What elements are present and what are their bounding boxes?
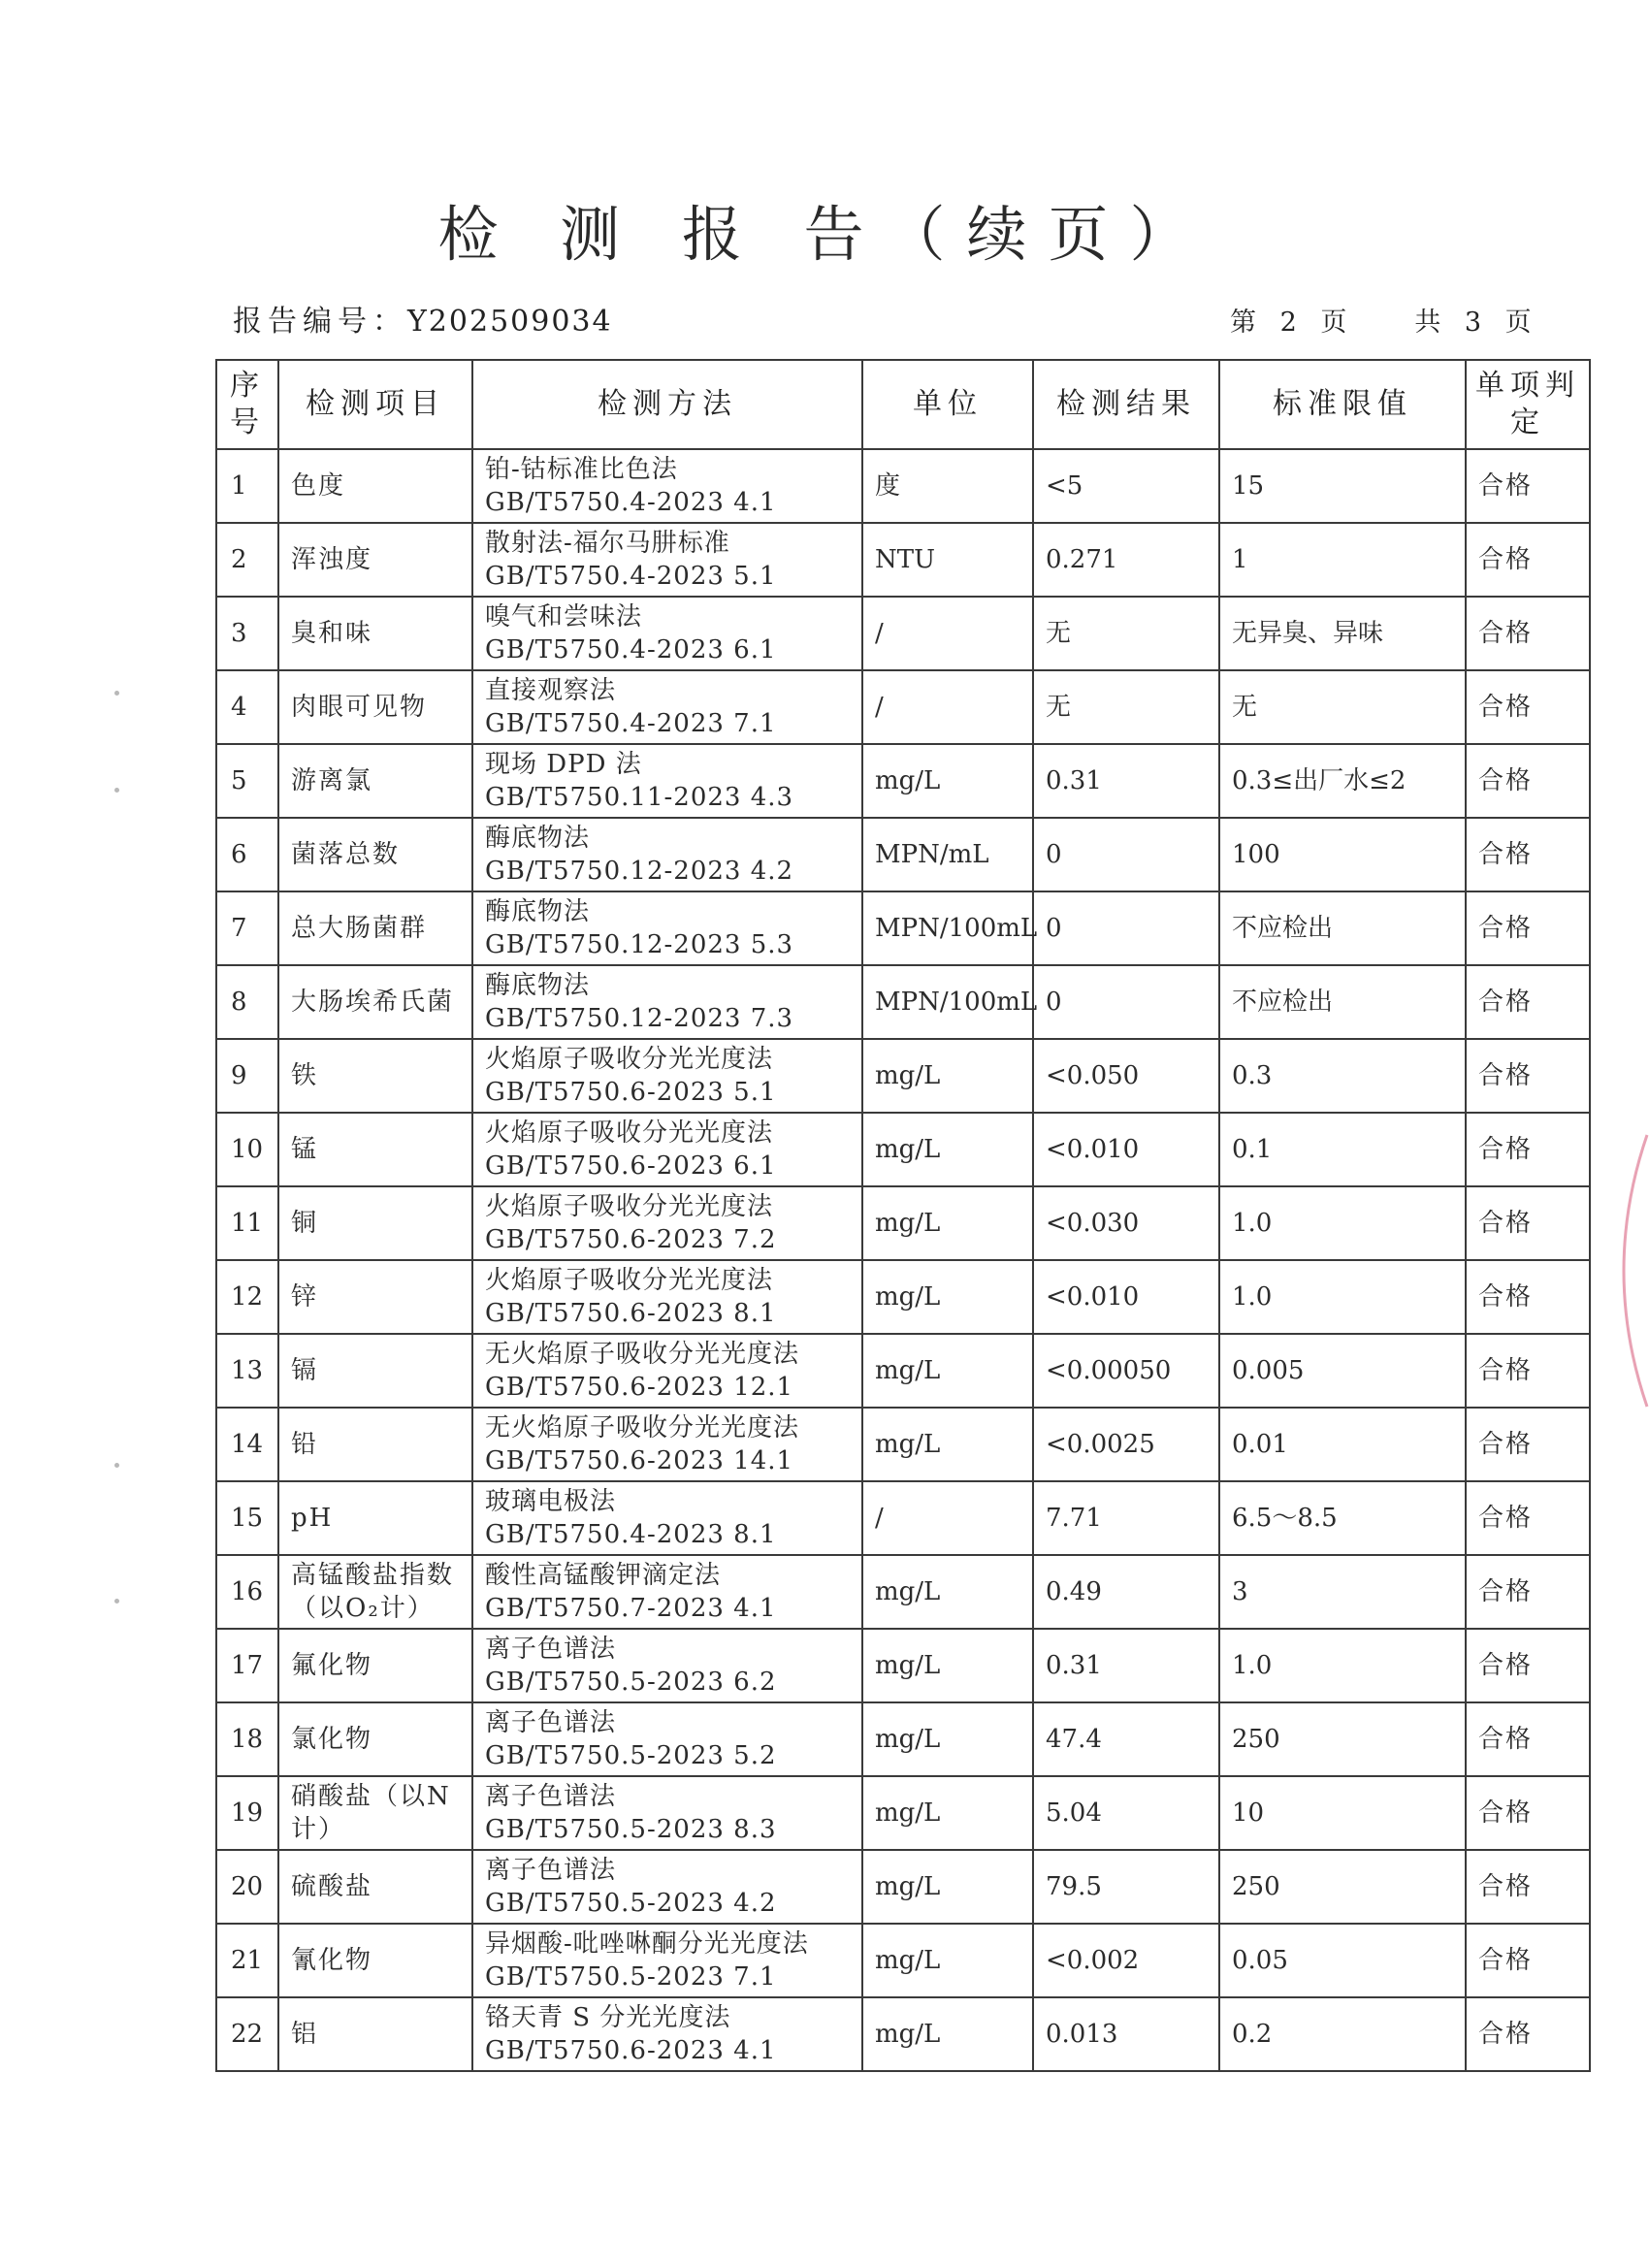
method-standard: GB/T5750.12-2023 5.3 — [485, 930, 794, 959]
cell-item: 硝酸盐（以N计） — [278, 1776, 472, 1850]
cell-limit: 1.0 — [1219, 1260, 1466, 1334]
cell-judge: 合格 — [1466, 965, 1590, 1039]
cell-item: 氰化物 — [278, 1924, 472, 1997]
cell-judge: 合格 — [1466, 1997, 1590, 2071]
cell-limit: 0.1 — [1219, 1113, 1466, 1186]
method-name: 现场 DPD 法 — [485, 750, 642, 779]
method-name: 火焰原子吸收分光光度法 — [485, 1118, 774, 1148]
cell-judge: 合格 — [1466, 1408, 1590, 1481]
cell-item: 镉 — [278, 1334, 472, 1408]
cell-result: <0.010 — [1033, 1113, 1219, 1186]
cell-item: 氯化物 — [278, 1702, 472, 1776]
cell-limit: 6.5～8.5 — [1219, 1481, 1466, 1555]
cell-item: 浑浊度 — [278, 523, 472, 597]
cell-method — [472, 1481, 862, 1555]
cell-unit: / — [862, 670, 1033, 744]
method-name: 离子色谱法 — [485, 1708, 617, 1737]
method-name: 火焰原子吸收分光光度法 — [485, 1266, 774, 1295]
method-standard: GB/T5750.6-2023 12.1 — [485, 1373, 794, 1402]
cell-result: 0 — [1033, 891, 1219, 965]
cell-limit: 100 — [1219, 818, 1466, 891]
table-row — [216, 1850, 1590, 1924]
cell-judge: 合格 — [1466, 597, 1590, 670]
method-standard: GB/T5750.4-2023 7.1 — [485, 709, 777, 738]
cell-unit: mg/L — [862, 1039, 1033, 1113]
method-standard: GB/T5750.5-2023 7.1 — [485, 1962, 777, 1992]
cell-method — [472, 891, 862, 965]
scan-speck — [114, 1463, 119, 1468]
cell-no: 2 — [216, 523, 278, 597]
table-row — [216, 818, 1590, 891]
cell-result: 0.31 — [1033, 1629, 1219, 1702]
cell-judge: 合格 — [1466, 1555, 1590, 1629]
cell-method — [472, 818, 862, 891]
cell-result: 0.49 — [1033, 1555, 1219, 1629]
table-row — [216, 523, 1590, 597]
col-header-method: 检测方法 — [472, 360, 862, 449]
cell-item: 铁 — [278, 1039, 472, 1113]
report-title: 检 测 报 告（续页） — [437, 199, 1212, 270]
cell-judge: 合格 — [1466, 1629, 1590, 1702]
table-row — [216, 1186, 1590, 1260]
cell-method — [472, 1555, 862, 1629]
method-name: 无火焰原子吸收分光光度法 — [485, 1413, 800, 1442]
cell-judge: 合格 — [1466, 1260, 1590, 1334]
cell-judge: 合格 — [1466, 449, 1590, 523]
table-row — [216, 1776, 1590, 1850]
table-row — [216, 1629, 1590, 1702]
cell-unit: mg/L — [862, 1555, 1033, 1629]
cell-method — [472, 1113, 862, 1186]
cell-item: 锌 — [278, 1260, 472, 1334]
method-name: 酶底物法 — [485, 897, 591, 926]
cell-method — [472, 1408, 862, 1481]
method-name: 嗅气和尝味法 — [485, 602, 643, 632]
cell-judge: 合格 — [1466, 1850, 1590, 1924]
table-row — [216, 1260, 1590, 1334]
table-row — [216, 670, 1590, 744]
table-row — [216, 1997, 1590, 2071]
method-standard: GB/T5750.5-2023 5.2 — [485, 1741, 777, 1770]
cell-result: <0.010 — [1033, 1260, 1219, 1334]
cell-method — [472, 1850, 862, 1924]
cell-item: pH — [278, 1481, 472, 1555]
cell-no: 19 — [216, 1776, 278, 1850]
cell-judge: 合格 — [1466, 891, 1590, 965]
scan-speck — [114, 691, 119, 696]
cell-judge: 合格 — [1466, 1702, 1590, 1776]
cell-result: <0.050 — [1033, 1039, 1219, 1113]
cell-judge: 合格 — [1466, 744, 1590, 818]
cell-unit: MPN/100mL — [862, 891, 1033, 965]
table-row — [216, 1481, 1590, 1555]
method-standard: GB/T5750.5-2023 6.2 — [485, 1668, 777, 1697]
method-name: 异烟酸-吡唑啉酮分光光度法 — [485, 1929, 809, 1959]
table-row — [216, 1555, 1590, 1629]
cell-result: <0.002 — [1033, 1924, 1219, 1997]
report-number-label: 报告编号： — [233, 305, 407, 339]
cell-no: 20 — [216, 1850, 278, 1924]
table-row — [216, 1408, 1590, 1481]
cell-method — [472, 1334, 862, 1408]
table-row — [216, 597, 1590, 670]
cell-limit: 250 — [1219, 1702, 1466, 1776]
cell-limit: 0.3 — [1219, 1039, 1466, 1113]
table-row — [216, 1113, 1590, 1186]
cell-judge: 合格 — [1466, 523, 1590, 597]
cell-unit: / — [862, 1481, 1033, 1555]
cell-limit: 不应检出 — [1219, 965, 1466, 1039]
method-name: 散射法-福尔马肼标准 — [485, 529, 730, 558]
cell-result: 0.013 — [1033, 1997, 1219, 2071]
method-standard: GB/T5750.7-2023 4.1 — [485, 1594, 777, 1623]
method-name: 铂-钴标准比色法 — [485, 455, 678, 484]
cell-judge: 合格 — [1466, 1113, 1590, 1186]
cell-unit: mg/L — [862, 1113, 1033, 1186]
method-name: 离子色谱法 — [485, 1856, 617, 1885]
method-name: 酶底物法 — [485, 971, 591, 1000]
stamp-mark — [1591, 1125, 1649, 1416]
col-header-no: 序号 — [216, 360, 278, 449]
cell-method — [472, 1776, 862, 1850]
cell-item: 色度 — [278, 449, 472, 523]
cell-method — [472, 449, 862, 523]
cell-result: 7.71 — [1033, 1481, 1219, 1555]
method-standard: GB/T5750.6-2023 14.1 — [485, 1446, 794, 1475]
cell-limit: 3 — [1219, 1555, 1466, 1629]
cell-judge: 合格 — [1466, 1334, 1590, 1408]
cell-no: 9 — [216, 1039, 278, 1113]
cell-judge: 合格 — [1466, 1776, 1590, 1850]
cell-unit: mg/L — [862, 1260, 1033, 1334]
method-name: 酸性高锰酸钾滴定法 — [485, 1561, 722, 1590]
method-standard: GB/T5750.6-2023 7.2 — [485, 1225, 777, 1254]
cell-result: 47.4 — [1033, 1702, 1219, 1776]
method-standard: GB/T5750.6-2023 8.1 — [485, 1299, 777, 1328]
cell-result: 0.31 — [1033, 744, 1219, 818]
table-row — [216, 1924, 1590, 1997]
method-name: 铬天青 S 分光光度法 — [485, 2003, 731, 2032]
cell-limit: 10 — [1219, 1776, 1466, 1850]
page-indicator — [1230, 301, 1549, 339]
results-table — [215, 359, 1591, 2072]
cell-result: 0.271 — [1033, 523, 1219, 597]
cell-unit: / — [862, 597, 1033, 670]
cell-method — [472, 523, 862, 597]
col-header-item: 检测项目 — [278, 360, 472, 449]
cell-unit: NTU — [862, 523, 1033, 597]
cell-item: 游离氯 — [278, 744, 472, 818]
cell-no: 22 — [216, 1997, 278, 2071]
cell-method — [472, 670, 862, 744]
cell-result: 5.04 — [1033, 1776, 1219, 1850]
method-name: 离子色谱法 — [485, 1782, 617, 1811]
table-row — [216, 1039, 1590, 1113]
cell-item: 总大肠菌群 — [278, 891, 472, 965]
cell-no: 5 — [216, 744, 278, 818]
cell-item: 菌落总数 — [278, 818, 472, 891]
cell-result: <0.0025 — [1033, 1408, 1219, 1481]
report-number — [233, 297, 613, 340]
cell-unit: mg/L — [862, 1186, 1033, 1260]
cell-method — [472, 744, 862, 818]
cell-no: 12 — [216, 1260, 278, 1334]
cell-item: 铝 — [278, 1997, 472, 2071]
method-name: 离子色谱法 — [485, 1635, 617, 1664]
method-standard: GB/T5750.5-2023 8.3 — [485, 1815, 777, 1844]
cell-item: 铜 — [278, 1186, 472, 1260]
cell-no: 18 — [216, 1702, 278, 1776]
cell-result: 无 — [1033, 597, 1219, 670]
cell-method — [472, 1629, 862, 1702]
method-name: 直接观察法 — [485, 676, 617, 705]
cell-result: <0.00050 — [1033, 1334, 1219, 1408]
method-standard: GB/T5750.4-2023 4.1 — [485, 488, 777, 517]
cell-result: <0.030 — [1033, 1186, 1219, 1260]
cell-no: 6 — [216, 818, 278, 891]
cell-limit: 无异臭、异味 — [1219, 597, 1466, 670]
cell-unit: mg/L — [862, 1776, 1033, 1850]
cell-method — [472, 1260, 862, 1334]
cell-judge: 合格 — [1466, 670, 1590, 744]
cell-judge: 合格 — [1466, 1924, 1590, 1997]
table-row — [216, 1334, 1590, 1408]
scan-speck — [114, 1599, 119, 1604]
cell-method — [472, 965, 862, 1039]
cell-no: 11 — [216, 1186, 278, 1260]
cell-item: 大肠埃希氏菌 — [278, 965, 472, 1039]
method-standard: GB/T5750.6-2023 4.1 — [485, 2036, 777, 2065]
method-standard: GB/T5750.6-2023 5.1 — [485, 1078, 777, 1107]
cell-no: 8 — [216, 965, 278, 1039]
method-standard: GB/T5750.4-2023 8.1 — [485, 1520, 777, 1549]
cell-unit: mg/L — [862, 1408, 1033, 1481]
cell-limit: 250 — [1219, 1850, 1466, 1924]
cell-unit: mg/L — [862, 1334, 1033, 1408]
cell-unit: mg/L — [862, 744, 1033, 818]
cell-unit: mg/L — [862, 1702, 1033, 1776]
cell-limit: 0.2 — [1219, 1997, 1466, 2071]
cell-item: 硫酸盐 — [278, 1850, 472, 1924]
cell-method — [472, 597, 862, 670]
cell-method — [472, 1997, 862, 2071]
method-standard: GB/T5750.12-2023 4.2 — [485, 857, 794, 886]
cell-no: 10 — [216, 1113, 278, 1186]
method-standard: GB/T5750.4-2023 5.1 — [485, 562, 777, 591]
cell-method — [472, 1924, 862, 1997]
cell-item: 臭和味 — [278, 597, 472, 670]
cell-no: 16 — [216, 1555, 278, 1629]
cell-method — [472, 1039, 862, 1113]
table-row — [216, 1702, 1590, 1776]
cell-no: 1 — [216, 449, 278, 523]
cell-limit: 不应检出 — [1219, 891, 1466, 965]
cell-item: 铅 — [278, 1408, 472, 1481]
table-row — [216, 891, 1590, 965]
cell-no: 3 — [216, 597, 278, 670]
cell-method — [472, 1702, 862, 1776]
method-name: 火焰原子吸收分光光度法 — [485, 1192, 774, 1221]
cell-judge: 合格 — [1466, 818, 1590, 891]
cell-judge: 合格 — [1466, 1039, 1590, 1113]
col-header-limit: 标准限值 — [1219, 360, 1466, 449]
cell-result: 0 — [1033, 818, 1219, 891]
cell-result: 79.5 — [1033, 1850, 1219, 1924]
cell-unit: MPN/mL — [862, 818, 1033, 891]
table-body — [216, 449, 1590, 2071]
method-standard: GB/T5750.12-2023 7.3 — [485, 1004, 794, 1033]
table-row — [216, 965, 1590, 1039]
report-number-value: Y202509034 — [407, 305, 613, 339]
cell-judge: 合格 — [1466, 1186, 1590, 1260]
cell-unit: MPN/100mL — [862, 965, 1033, 1039]
cell-limit: 1 — [1219, 523, 1466, 597]
col-header-judge: 单项判定 — [1466, 360, 1590, 449]
col-header-unit: 单位 — [862, 360, 1033, 449]
cell-no: 13 — [216, 1334, 278, 1408]
table-row — [216, 744, 1590, 818]
cell-unit: 度 — [862, 449, 1033, 523]
method-standard: GB/T5750.5-2023 4.2 — [485, 1889, 777, 1918]
cell-no: 4 — [216, 670, 278, 744]
cell-unit: mg/L — [862, 1629, 1033, 1702]
page-total: 共 3 页 — [1414, 308, 1539, 338]
cell-unit: mg/L — [862, 1997, 1033, 2071]
table-row — [216, 449, 1590, 523]
cell-limit: 0.05 — [1219, 1924, 1466, 1997]
cell-limit: 15 — [1219, 449, 1466, 523]
cell-limit: 1.0 — [1219, 1629, 1466, 1702]
method-standard: GB/T5750.4-2023 6.1 — [485, 635, 777, 664]
cell-result: 0 — [1033, 965, 1219, 1039]
cell-no: 21 — [216, 1924, 278, 1997]
col-header-result: 检测结果 — [1033, 360, 1219, 449]
method-name: 无火焰原子吸收分光光度法 — [485, 1340, 800, 1369]
scan-speck — [114, 788, 119, 793]
cell-item: 锰 — [278, 1113, 472, 1186]
cell-no: 7 — [216, 891, 278, 965]
cell-no: 15 — [216, 1481, 278, 1555]
cell-no: 14 — [216, 1408, 278, 1481]
method-standard: GB/T5750.11-2023 4.3 — [485, 783, 794, 812]
cell-unit: mg/L — [862, 1850, 1033, 1924]
cell-item: 氟化物 — [278, 1629, 472, 1702]
cell-limit: 0.005 — [1219, 1334, 1466, 1408]
method-name: 酶底物法 — [485, 824, 591, 853]
table-header — [216, 360, 1590, 449]
cell-limit: 0.3≤出厂水≤2 — [1219, 744, 1466, 818]
cell-item: 高锰酸盐指数（以O₂计） — [278, 1555, 472, 1629]
cell-judge: 合格 — [1466, 1481, 1590, 1555]
cell-limit: 1.0 — [1219, 1186, 1466, 1260]
method-name: 火焰原子吸收分光光度法 — [485, 1045, 774, 1074]
cell-unit: mg/L — [862, 1924, 1033, 1997]
cell-limit: 无 — [1219, 670, 1466, 744]
cell-no: 17 — [216, 1629, 278, 1702]
cell-method — [472, 1186, 862, 1260]
method-name: 玻璃电极法 — [485, 1487, 617, 1516]
cell-item: 肉眼可见物 — [278, 670, 472, 744]
page-current: 第 2 页 — [1230, 308, 1355, 338]
cell-result: <5 — [1033, 449, 1219, 523]
cell-limit: 0.01 — [1219, 1408, 1466, 1481]
method-standard: GB/T5750.6-2023 6.1 — [485, 1151, 777, 1181]
cell-result: 无 — [1033, 670, 1219, 744]
